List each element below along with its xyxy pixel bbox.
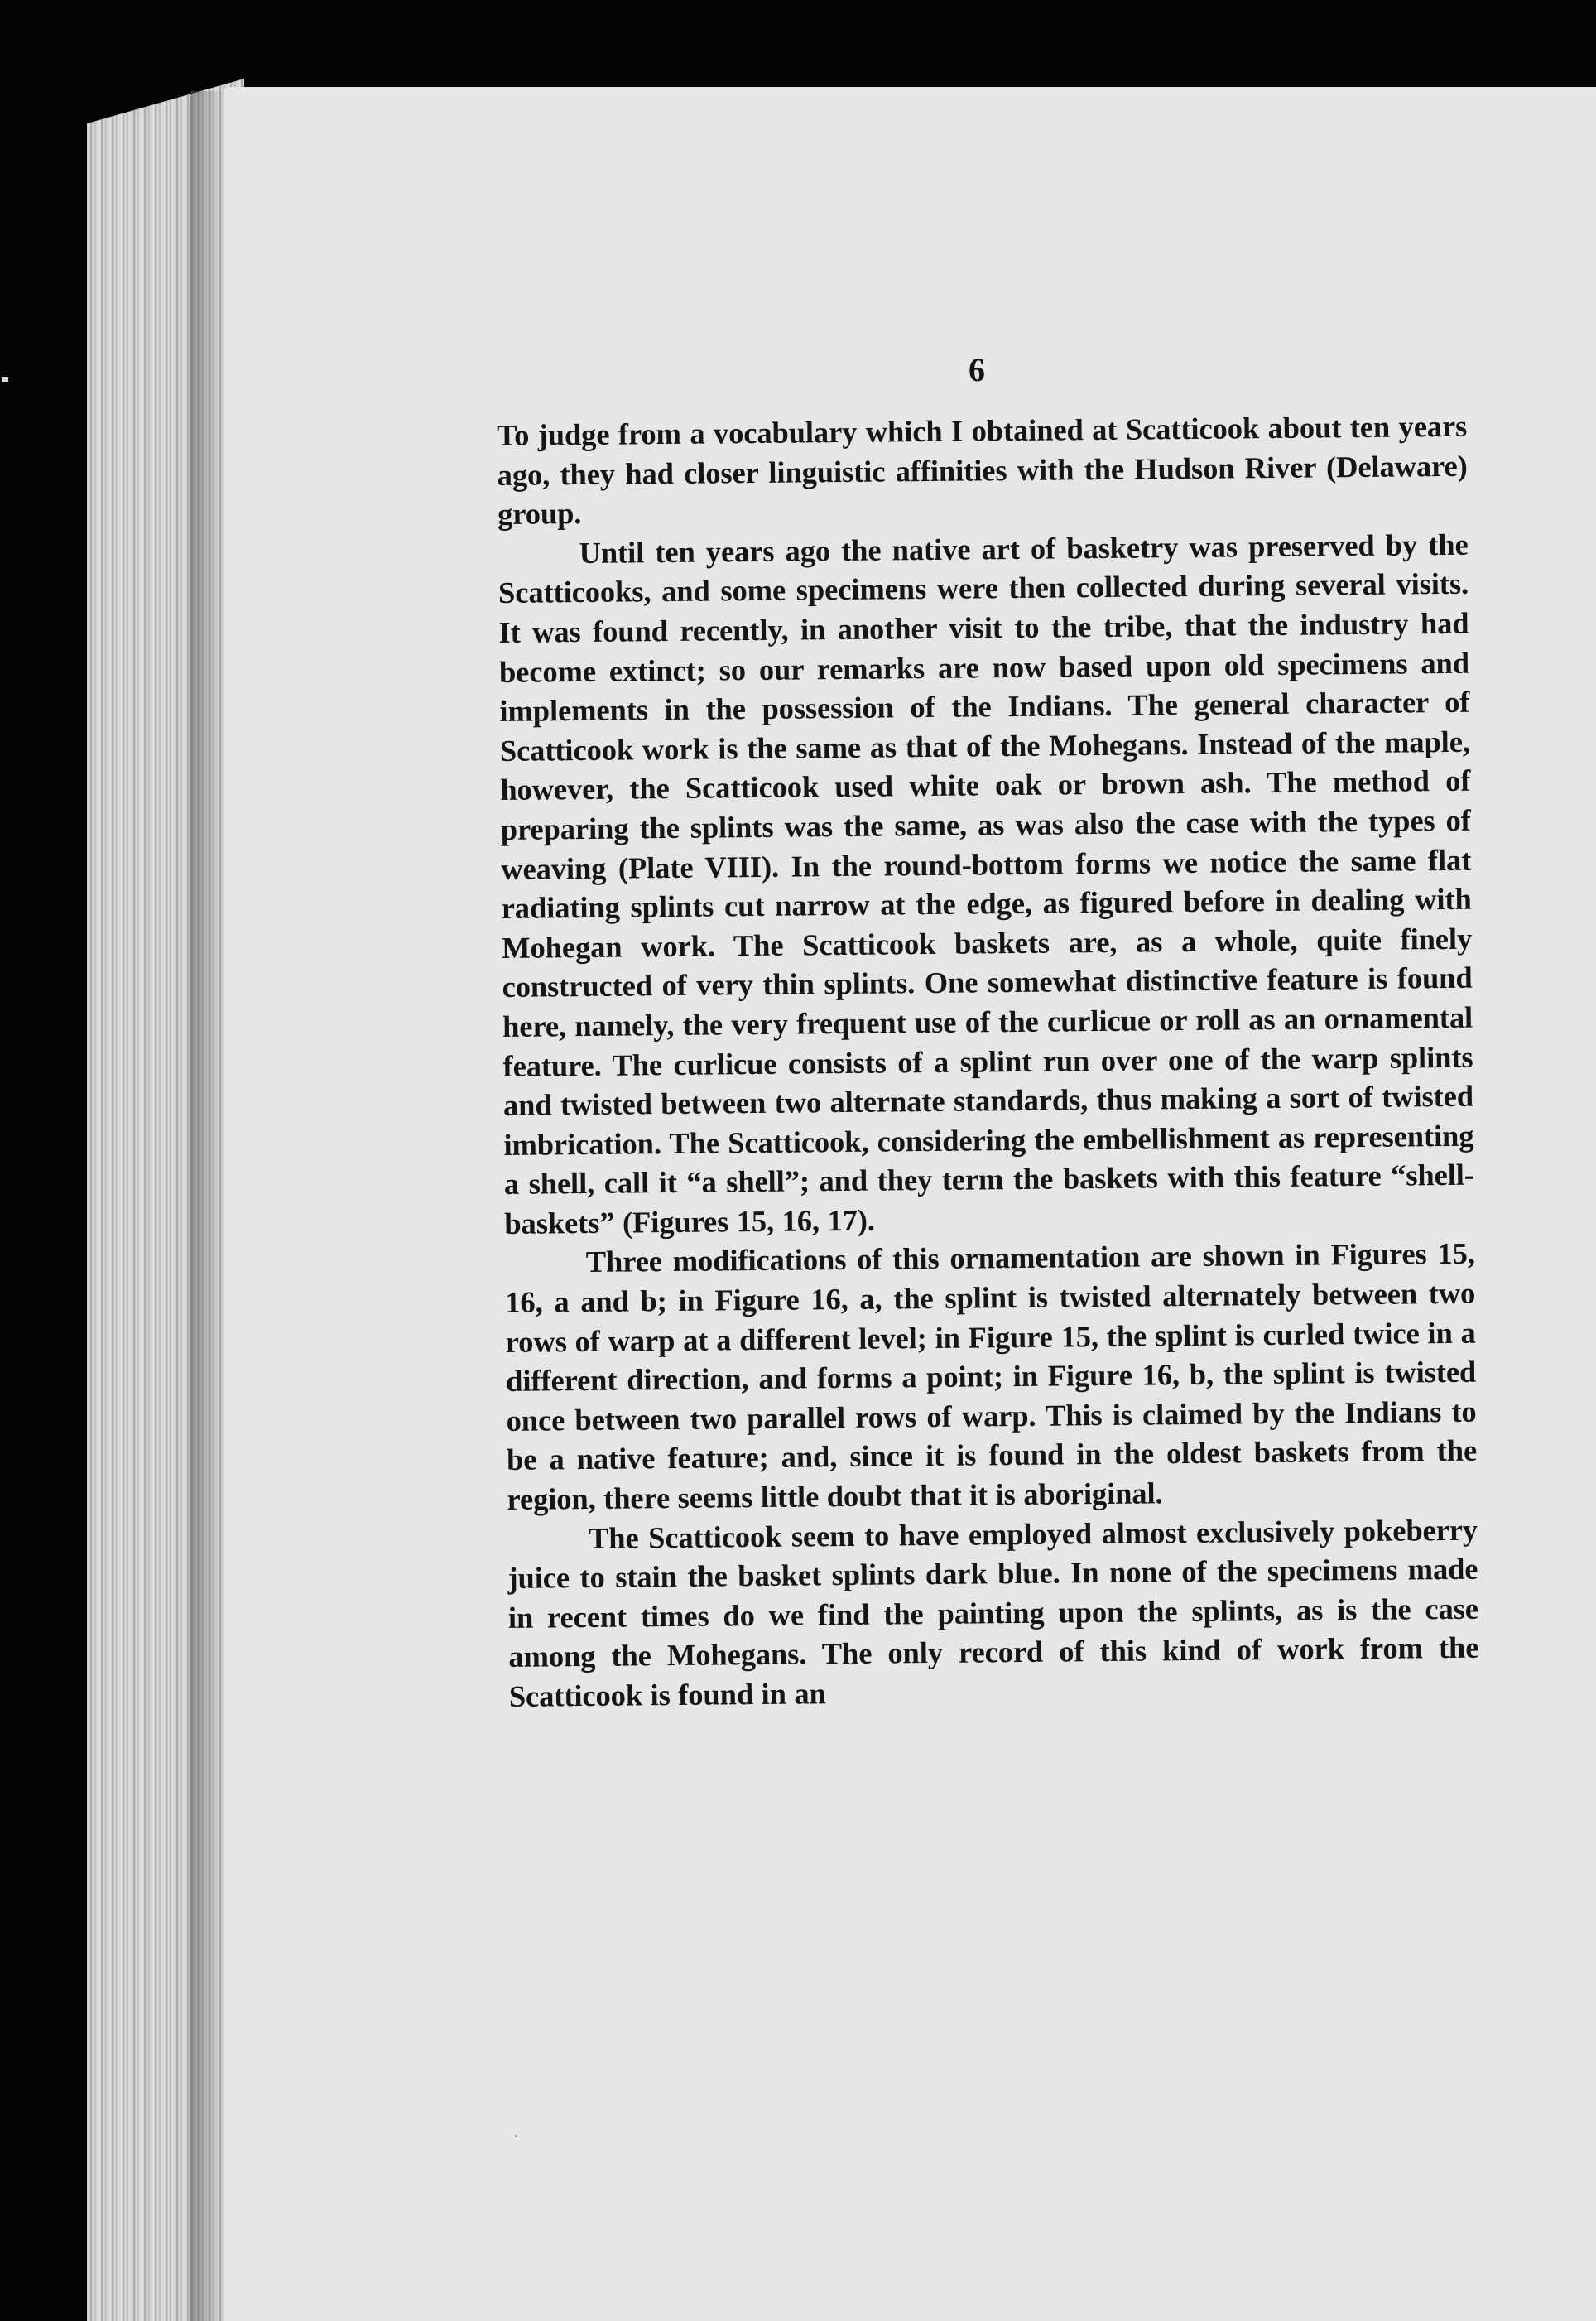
paper-speck — [515, 2135, 517, 2137]
page-number: 6 — [969, 351, 985, 388]
gutter-shadow — [190, 91, 224, 2321]
paragraph-3: Three modifications of this ornamentation are shown in Figures 15, 16, a and b; in Figure 16, a, the splint is twisted alternately between two rows of warp at a different level; in Figure 15, the splint is curled twice in a different direction, and forms a point; in Figure 16, b, the splint is twisted once between two parallel rows of warp. This is claimed by the Indians to be a native feature; and, since it is found in the oldest baskets from the region, there seems little doubt that it is aboriginal. — [505, 1236, 1478, 1516]
body-text — [497, 407, 1479, 1717]
paragraph-1: To judge from a vocabulary which I obtained at Scatticook about ten years ago, they had closer linguistic affinities with the Hudson River (Delaware) group. — [497, 408, 1468, 532]
scan-artifact-mark — [2, 377, 8, 382]
paragraph-4: The Scatticook seem to have employed almost exclusively pokeberry juice to stain the basket splints dark blue. In none of the specimens made in recent times do we find the painting upon the splints, as is the case among the Mohegans. The only record of this kind of work from the Scatticook is found in an — [507, 1512, 1479, 1713]
paragraph-2: Until ten years ago the native art of basketry was preserved by the Scatticooks, and some specimens were then collected during several visits. It was found recently, in another visit to the tribe, that the industry had become extinct; so our remarks are now based upon old specimens and implements in the possession of the Indians. The general character of Scatticook work is the same as that of the Mohegans. Instead of the maple, however, the Scatticook used white oak or brown ash. The method of preparing the splints was the same, as was also the case with the types of weaving (Plate VIII). In the round-bottom forms we notice the same flat radiating splints cut narrow at the edge, as figured before in dealing with Mohegan work. The Scatticook baskets are, as a whole, quite finely constructed of very thin splints. One somewhat distinctive feature is found here, namely, the very frequent use of the curlicue or roll as an ornamental feature. The curlicue consists of a splint run over one of the warp splints and twisted between two alternate standards, thus making a sort of twisted imbrication. The Scatticook, considering the embellishment as representing a shell, call it “a shell”; and they term the baskets with this feature “shell-baskets” (Figures 15, 16, 17). — [498, 527, 1475, 1240]
